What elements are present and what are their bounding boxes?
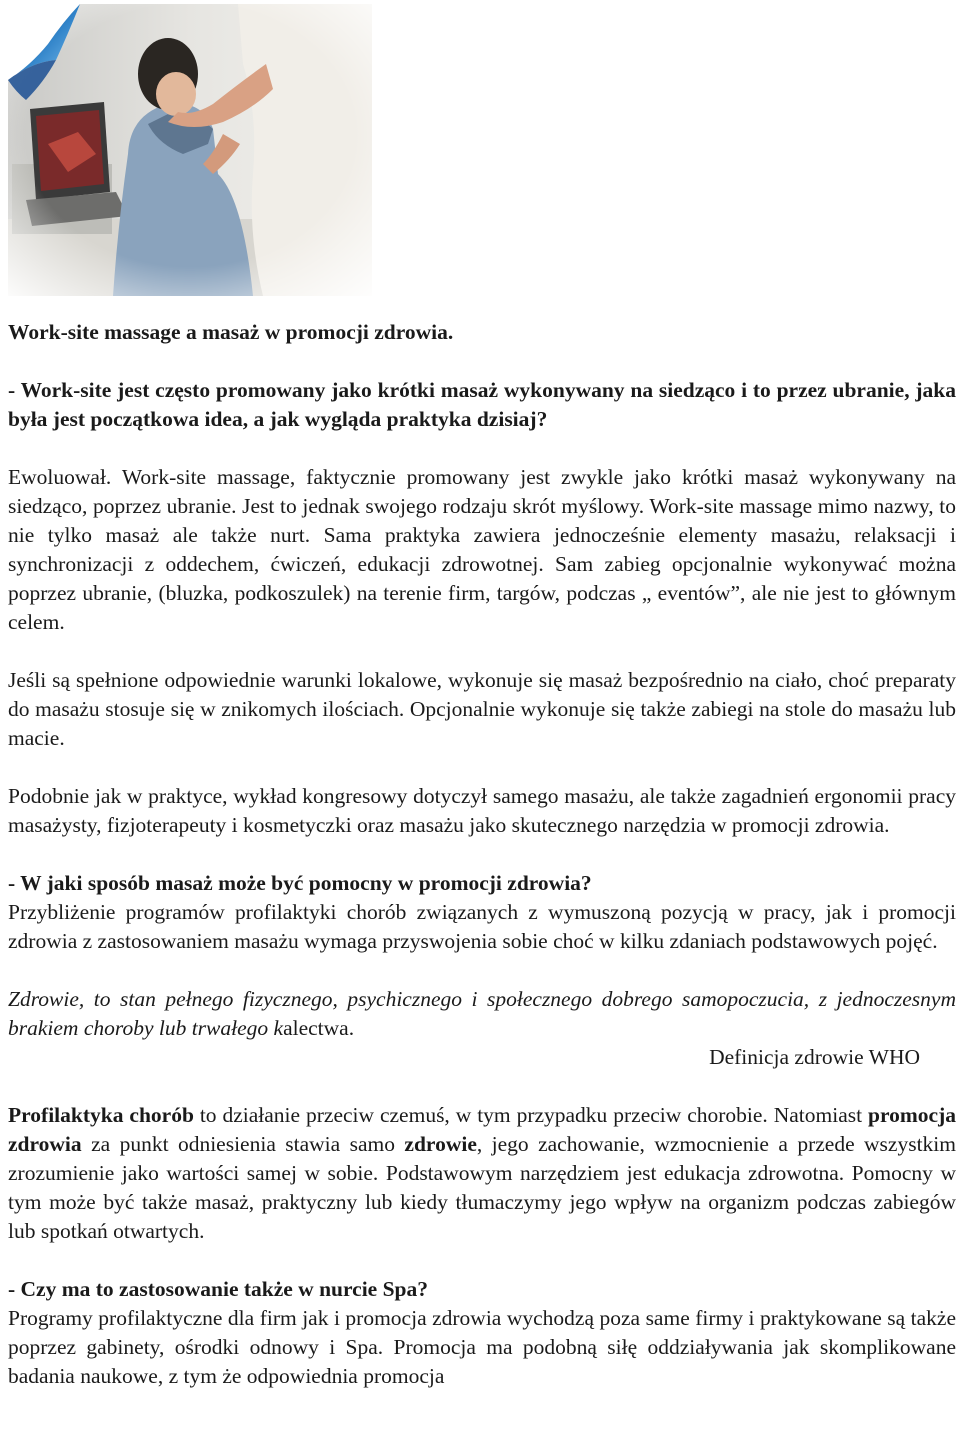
article-body bbox=[8, 318, 956, 1391]
term-health-promotion: promocja zdrowia bbox=[8, 1103, 957, 1156]
term-health: zdrowie bbox=[404, 1132, 477, 1156]
question-3: - Czy ma to zastosowanie także w nurcie Spa? bbox=[8, 1277, 429, 1301]
quote-italic-text: Zdrowie, to stan pełnego fizycznego, psychicznego i społecznego dobrego samopoczucia, z jednoczesnym brakiem choroby lub trwałego k bbox=[8, 987, 956, 1040]
who-definition-quote bbox=[8, 985, 956, 1043]
answer-1-paragraph: Ewoluował. Work-site massage, faktycznie promowany jest zwykle jako krótki masaż wykonywany na siedząco, poprzez ubranie. Jest to jednak swojego rodzaju skrót myślowy. Work-site massage mimo nazwy, to nie tylko masaż ale także nurt. Sama praktyka zawiera jednocześnie elementy masażu, relaksacji i synchronizacji z oddechem, ćwiczeń, edukacji zdrowotnej. Sam zabieg opcjonalnie wykonywać można poprzez ubranie, (bluzka, podkoszulek) na terenie firm, targów, podczas „ eventów”, ale nie jest to głównym celem. bbox=[8, 465, 956, 634]
answer-1-paragraph-2: Jeśli są spełnione odpowiednie warunki lokalowe, wykonuje się masaż bezpośrednio na ciało, choć preparaty do masażu stosuje się w znikomych ilościach. Opcjonalnie wykonuje się także zabiegi na stole do masażu lub macie. bbox=[8, 668, 956, 750]
question-1: - Work-site jest często promowany jako krótki masaż wykonywany na siedząco i to przez ubranie, jaka była jest początkowa idea, a jak wygląda praktyka dzisiaj? bbox=[8, 378, 956, 431]
question-2: - W jaki sposób masaż może być pomocny w promocji zdrowia? bbox=[8, 871, 592, 895]
answer-2-paragraph: Przybliżenie programów profilaktyki chorób związanych z wymuszoną pozycją w pracy, jak i promocji zdrowia z zastosowaniem masażu wymaga przyswojenia sobie choć w kilku zdaniach podstawowych pojęć. bbox=[8, 900, 956, 953]
article-title: Work-site massage a masaż w promocji zdrowia. bbox=[8, 320, 454, 344]
answer-1-paragraph-3: Podobnie jak w praktyce, wykład kongresowy dotyczył samego masażu, ale także zagadnień ergonomii pracy masażysty, fizjoterapeuty i kosmetyczki oraz masażu jako skutecznego narzędzia w promocji zdrowia. bbox=[8, 784, 956, 837]
prevention-paragraph bbox=[8, 1101, 956, 1246]
quote-rest-text: alectwa. bbox=[283, 1016, 355, 1040]
answer-3-paragraph: Programy profilaktyczne dla firm jak i promocja zdrowia wychodzą poza same firmy i praktykowane są także poprzez gabinety, ośrodki odnowy i Spa. Promocja ma podobną siłę oddziaływania jak skomplikowane badania naukowe, z tym że odpowiednia promocja bbox=[8, 1306, 956, 1388]
prevention-text-2: za punkt odniesienia stawia samo bbox=[81, 1132, 405, 1156]
prevention-text-1: to działanie przeciw czemuś, w tym przypadku przeciw chorobie. Natomiast bbox=[193, 1103, 869, 1127]
prevention-text-3: , jego zachowanie, wzmocnienie a przede wszystkim zrozumienie jako wartości samej w sobie. Podstawowym narzędziem jest edukacja zdrowotna. Pomocny w tym może być także masaż, praktyczny lub kiedy tłumaczymy jego wpływ na organizm podczas zabiegów lub spotkań otwartych. bbox=[8, 1132, 956, 1243]
term-prevention: Profilaktyka chorób bbox=[8, 1103, 194, 1127]
massage-photo bbox=[8, 4, 372, 296]
quote-attribution: Definicja zdrowie WHO bbox=[709, 1045, 920, 1069]
